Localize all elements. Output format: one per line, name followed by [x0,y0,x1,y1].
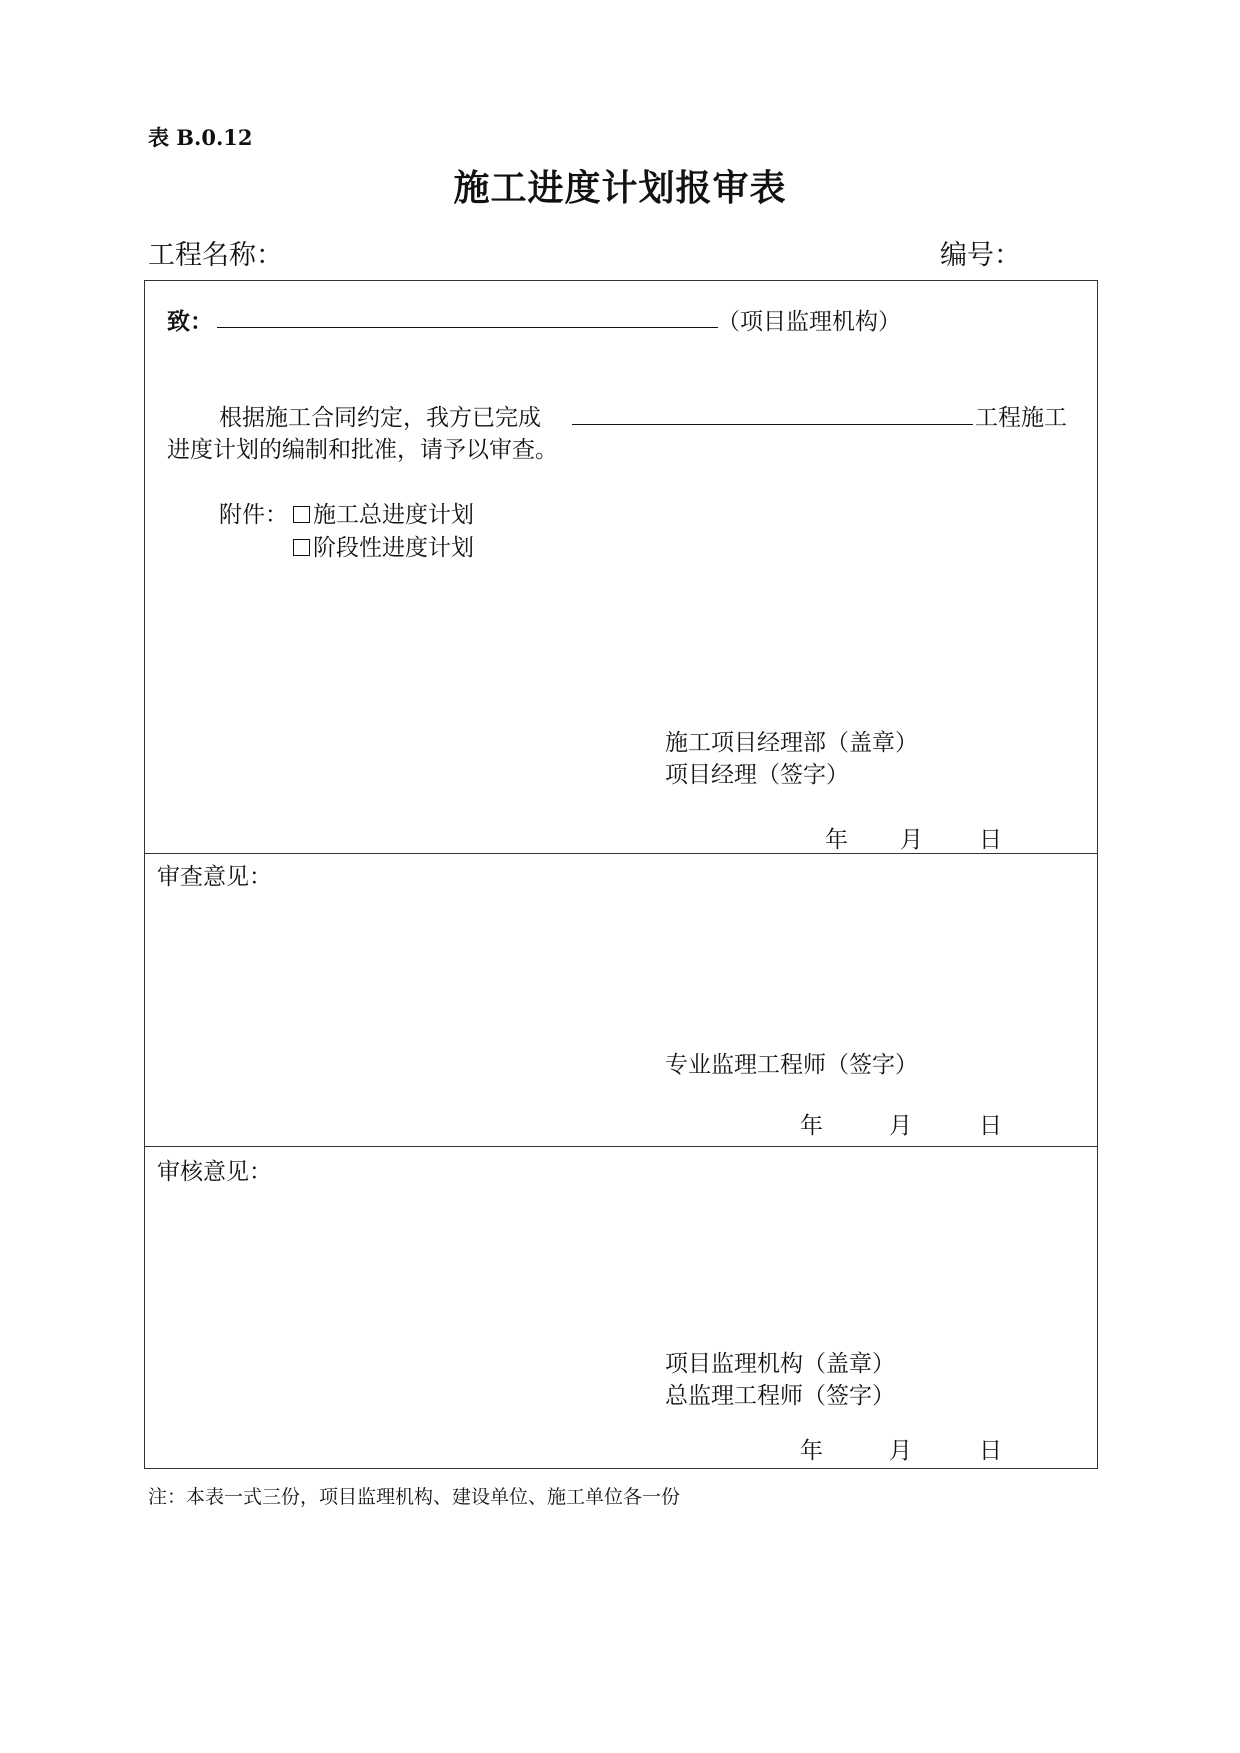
date-month: 月 [889,1113,912,1139]
form-code: 表 B.0.12 [148,125,253,150]
engineer-signature-label: 专业监理工程师（签字） [665,1052,918,1078]
attachment-label-phase-schedule: 阶段性进度计划 [313,535,474,561]
project-blank-field[interactable] [572,424,973,425]
audit-opinion-label: 审核意见： [157,1159,272,1185]
chief-engineer-signature-label: 总监理工程师（签字） [665,1383,895,1409]
date-day: 日 [979,1113,1002,1139]
date-year: 年 [800,1113,823,1139]
to-label: 致： [167,308,213,335]
attachment-item-master-schedule [293,496,474,529]
audit-section [145,1147,1097,1468]
date-month: 月 [900,827,923,853]
footnote: 注：本表一式三份，项目监理机构、建设单位、施工单位各一份 [148,1486,681,1508]
pm-signature-label: 项目经理（签字） [665,762,849,788]
checkbox-phase-schedule[interactable] [293,539,310,556]
body-text-end: 工程施工 [975,405,1067,431]
attachment-label-master-schedule: 施工总进度计划 [313,502,474,528]
body-text-line2: 进度计划的编制和批准，请予以审查。 [167,437,558,463]
date-year: 年 [800,1438,823,1464]
attachment-label: 附件： [219,502,288,528]
date-year: 年 [825,827,848,853]
form-table [144,280,1098,1469]
review-section [145,854,1097,1147]
project-name-label: 工程名称： [148,240,283,271]
checkbox-master-schedule[interactable] [293,506,310,523]
submission-section [145,281,1097,854]
pm-dept-seal-label: 施工项目经理部（盖章） [665,730,918,756]
number-label: 编号： [940,240,1021,271]
body-text-start: 根据施工合同约定，我方已完成 [219,405,541,431]
to-suffix: （项目监理机构） [717,309,901,335]
supervision-seal-label: 项目监理机构（盖章） [665,1351,895,1377]
recipient-field[interactable] [217,327,718,328]
form-title: 施工进度计划报审表 [453,167,787,209]
review-opinion-label: 审查意见： [157,864,272,890]
date-day: 日 [979,827,1002,853]
attachment-item-phase-schedule [293,529,474,562]
date-day: 日 [979,1438,1002,1464]
date-month: 月 [889,1438,912,1464]
